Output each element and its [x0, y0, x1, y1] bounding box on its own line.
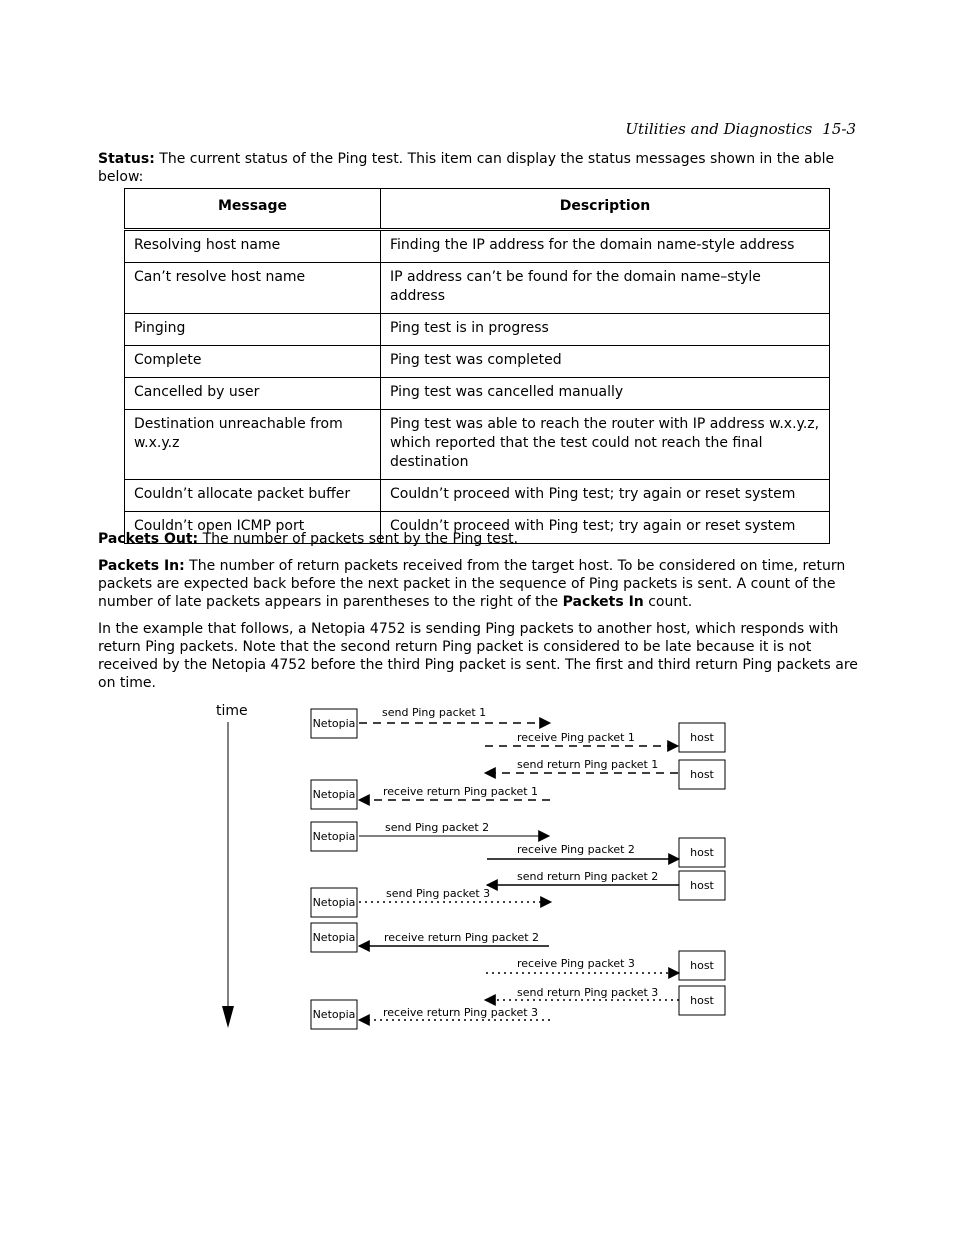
packets-in-text: The number of return packets received from the target host. To be considered on time, return packets are expected back before the next packet in the sequence of Ping packets is sent. A count of the number of late packets appears in parentheses to the right of the: [98, 558, 846, 610]
packets-in-label: Packets In:: [98, 558, 185, 574]
table-cell-message: Cancelled by user: [125, 378, 381, 410]
table-cell-description: Ping test is in progress: [381, 314, 830, 346]
page-header: [625, 120, 856, 138]
table-row: [125, 263, 830, 314]
table-cell-message: Destination unreachable from w.x.y.z: [125, 410, 381, 480]
host-label: host: [690, 768, 714, 781]
host-label: host: [690, 879, 714, 892]
netopia-label: Netopia: [312, 717, 356, 730]
time-label: time: [216, 703, 248, 719]
netopia-label: Netopia: [312, 1008, 356, 1021]
status-label: Status:: [98, 151, 155, 167]
host-label: host: [690, 731, 714, 744]
netopia-label: Netopia: [312, 830, 356, 843]
label-send-return-packet-1: send return Ping packet 1: [517, 758, 659, 771]
host-box-4: [679, 871, 725, 900]
table-row: [125, 314, 830, 346]
header-title: Utilities and Diagnostics: [625, 120, 813, 138]
table-cell-message: Couldn’t open ICMP port: [125, 512, 381, 544]
table-cell-message: Pinging: [125, 314, 381, 346]
host-label: host: [690, 959, 714, 972]
table-cell-message: Complete: [125, 346, 381, 378]
label-receive-packet-2: receive Ping packet 2: [517, 843, 635, 856]
column-header-message: Message: [125, 189, 381, 230]
netopia-label: Netopia: [312, 788, 356, 801]
table-cell-description: Couldn’t proceed with Ping test; try again or reset system: [381, 512, 830, 544]
table-cell-description: Ping test was completed: [381, 346, 830, 378]
packets-out-paragraph: [98, 530, 858, 548]
netopia-box-3: [311, 822, 357, 851]
label-send-packet-2: send Ping packet 2: [385, 821, 490, 834]
host-box-1: [679, 723, 725, 752]
label-receive-return-packet-2: receive return Ping packet 2: [384, 931, 540, 944]
table-row: [125, 410, 830, 480]
ping-sequence-diagram: [0, 690, 954, 1050]
page-number: 15-3: [822, 120, 856, 138]
table-row: [125, 480, 830, 512]
table-row: [125, 230, 830, 263]
column-header-description: Description: [381, 189, 830, 230]
netopia-box-2: [311, 780, 357, 809]
table-row: [125, 346, 830, 378]
packets-in-text-end: count.: [643, 594, 693, 610]
packets-in-paragraph: [98, 557, 858, 611]
table-cell-message: Couldn’t allocate packet buffer: [125, 480, 381, 512]
packets-in-bold-term: Packets In: [562, 594, 644, 610]
packets-out-label: Packets Out:: [98, 531, 199, 547]
host-label: host: [690, 994, 714, 1007]
table-cell-description: Ping test was cancelled manually: [381, 378, 830, 410]
host-label: host: [690, 846, 714, 859]
host-box-2: [679, 760, 725, 789]
label-send-packet-1: send Ping packet 1: [382, 706, 487, 719]
netopia-box-5: [311, 923, 357, 952]
table-cell-description: IP address can’t be found for the domain name–style address: [381, 263, 830, 314]
status-paragraph: [98, 150, 868, 186]
status-messages-table: [124, 188, 830, 544]
label-receive-return-packet-1: receive return Ping packet 1: [383, 785, 539, 798]
table-row: [125, 378, 830, 410]
table-cell-message: Resolving host name: [125, 230, 381, 263]
host-box-3: [679, 838, 725, 867]
netopia-box-4: [311, 888, 357, 917]
packets-out-text: The number of packets sent by the Ping test.: [198, 531, 519, 547]
netopia-box-6: [311, 1000, 357, 1029]
label-send-packet-3: send Ping packet 3: [386, 887, 491, 900]
label-send-return-packet-3: send return Ping packet 3: [517, 986, 659, 999]
table-cell-description: Finding the IP address for the domain name-style address: [381, 230, 830, 263]
time-axis-arrowhead: [222, 1006, 234, 1028]
status-text: The current status of the Ping test. This item can display the status messages shown in the able below:: [98, 151, 835, 185]
table-cell-description: Ping test was able to reach the router with IP address w.x.y.z, which reported that the test could not reach the final destination: [381, 410, 830, 480]
label-receive-packet-3: receive Ping packet 3: [517, 957, 635, 970]
table-cell-description: Couldn’t proceed with Ping test; try again or reset system: [381, 480, 830, 512]
label-send-return-packet-2: send return Ping packet 2: [517, 870, 659, 883]
label-receive-return-packet-3: receive return Ping packet 3: [383, 1006, 539, 1019]
netopia-box-1: [311, 709, 357, 738]
table-cell-message: Can’t resolve host name: [125, 263, 381, 314]
label-receive-packet-1: receive Ping packet 1: [517, 731, 635, 744]
host-box-5: [679, 951, 725, 980]
example-paragraph: In the example that follows, a Netopia 4752 is sending Ping packets to another host, which responds with return Ping packets. Note that the second return Ping packet is considered to be late because it is not received by the Netopia 4752 before the third Ping packet is sent. The first and third return Ping packets are on time.: [98, 621, 858, 691]
table-header-row: [125, 189, 830, 230]
netopia-label: Netopia: [312, 896, 356, 909]
host-box-6: [679, 986, 725, 1015]
netopia-label: Netopia: [312, 931, 356, 944]
